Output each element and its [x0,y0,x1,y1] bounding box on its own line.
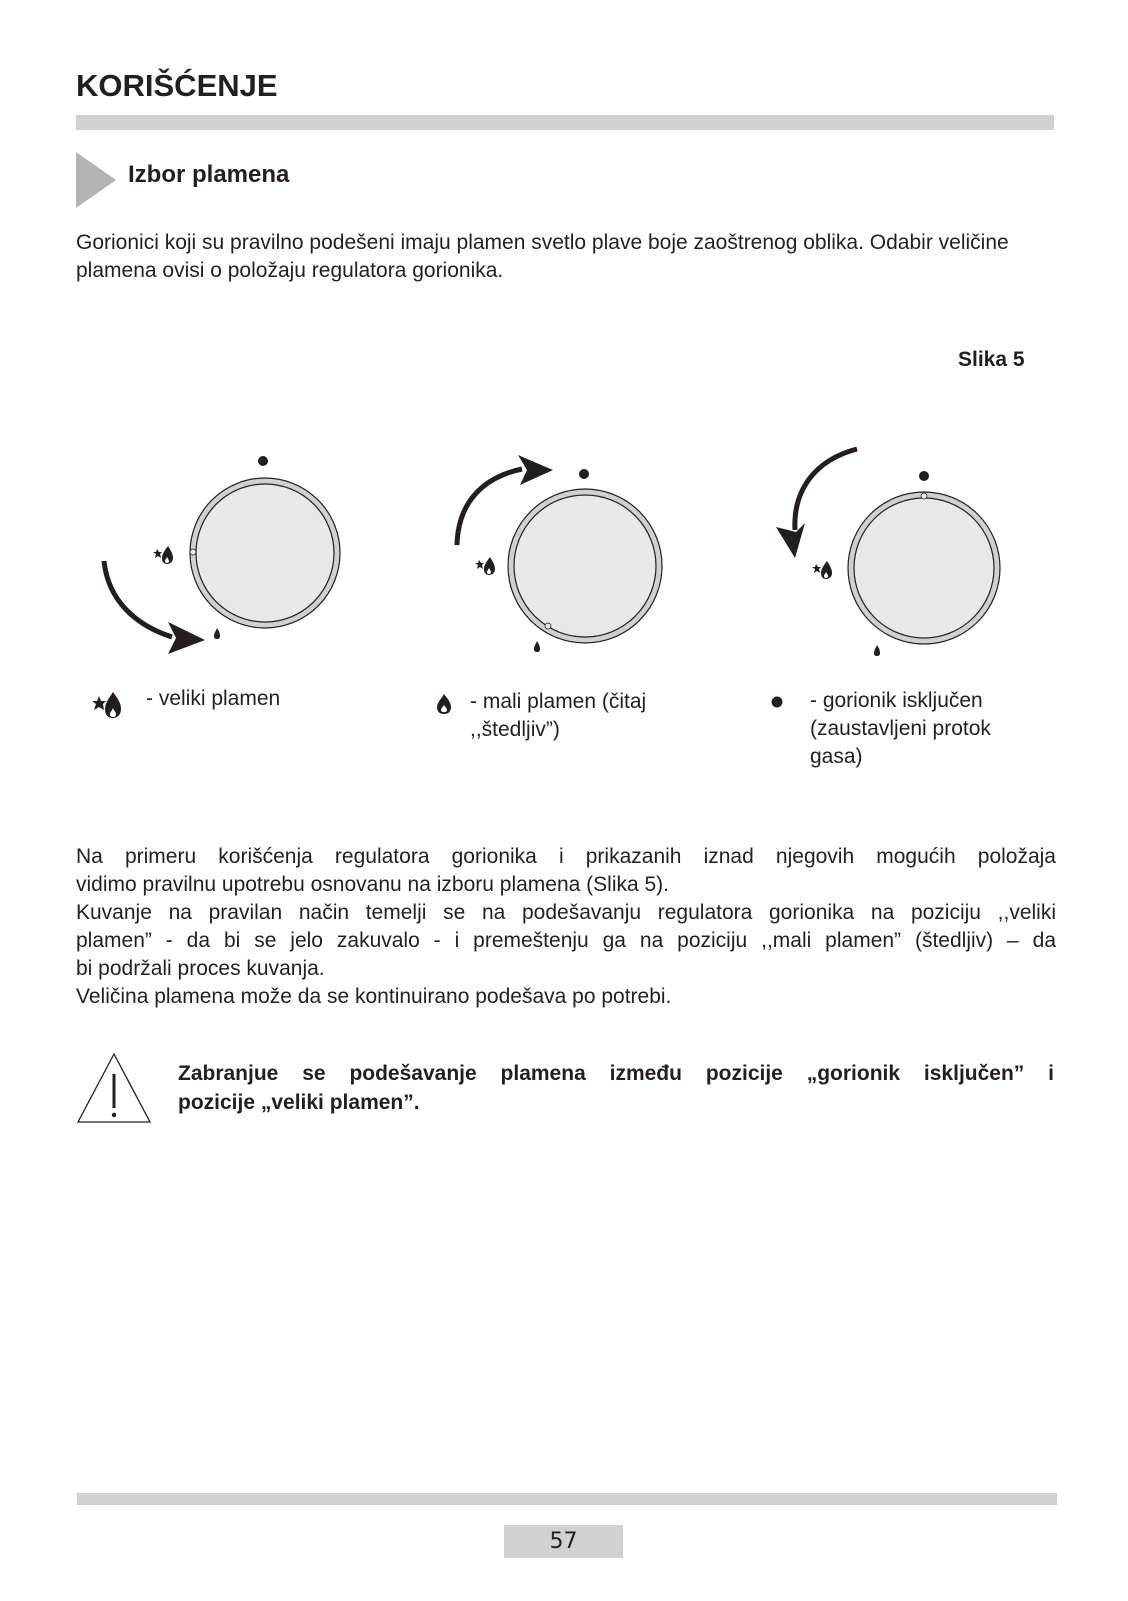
legend-text: - veliki plamen [146,687,281,710]
header-divider [76,115,1054,130]
footer-divider [77,1493,1057,1505]
legend-text: gasa) [810,745,863,768]
body-line: bi podržali proces kuvanja. [76,957,325,980]
dot-icon [770,695,784,709]
star-flame-icon [80,691,136,719]
burner-knob-figure [0,430,1128,670]
legend-text: ,,štedljiv”) [470,718,560,741]
knob-small-flame [457,455,662,652]
figure-label: Slika 5 [958,348,1025,371]
off-dot-icon [579,469,589,479]
small-flame-icon [434,692,454,716]
page-title: KORIŠĆENJE [76,68,278,103]
section-arrow-icon [76,152,116,208]
off-dot-icon [258,456,268,466]
warning-line: Zabranjue se podešavanje plamena između pozicije „gorionik isključen” i [178,1062,1054,1085]
warning-text [178,1059,1054,1117]
body-line: Na primeru korišćenja regulatora gorionika i prikazanih iznad njegovih mogućih položaja [76,845,1056,868]
body-line: Kuvanje na pravilan način temelji se na podešavanju regulatora gorionika na poziciju ,,veliki [76,901,1056,924]
warning-line: pozicije „veliki plamen”. [178,1091,420,1114]
section-title: Izbor plamena [128,161,290,188]
warning-triangle-icon [76,1052,152,1124]
legend-text: - mali plamen (čitaj [470,690,647,713]
page-number: 57 [504,1525,623,1558]
body-line: vidimo pravilnu upotrebu osnovanu na izboru plamena (Slika 5). [76,873,670,896]
body-paragraph [76,843,1056,1011]
intro-paragraph: Gorionici koji su pravilno podešeni imaju plamen svetlo plave boje zaoštrenog oblika. Odabir veličine plamena ovisi o položaju regulatora gorionika. [76,231,1009,282]
off-dot-icon [919,471,929,481]
legend-text: - gorionik isključen [810,689,983,712]
knob-large-flame [104,456,340,654]
body-line: plamen” - da bi se jelo zakuvalo - i premeštenju ga na poziciju ,,mali plamen” (štedljiv) – da [76,929,1056,952]
legend-text: (zaustavljeni protok [810,717,991,740]
knob-off [776,449,1000,656]
body-line: Veličina plamena može da se kontinuirano podešava po potrebi. [76,985,672,1008]
